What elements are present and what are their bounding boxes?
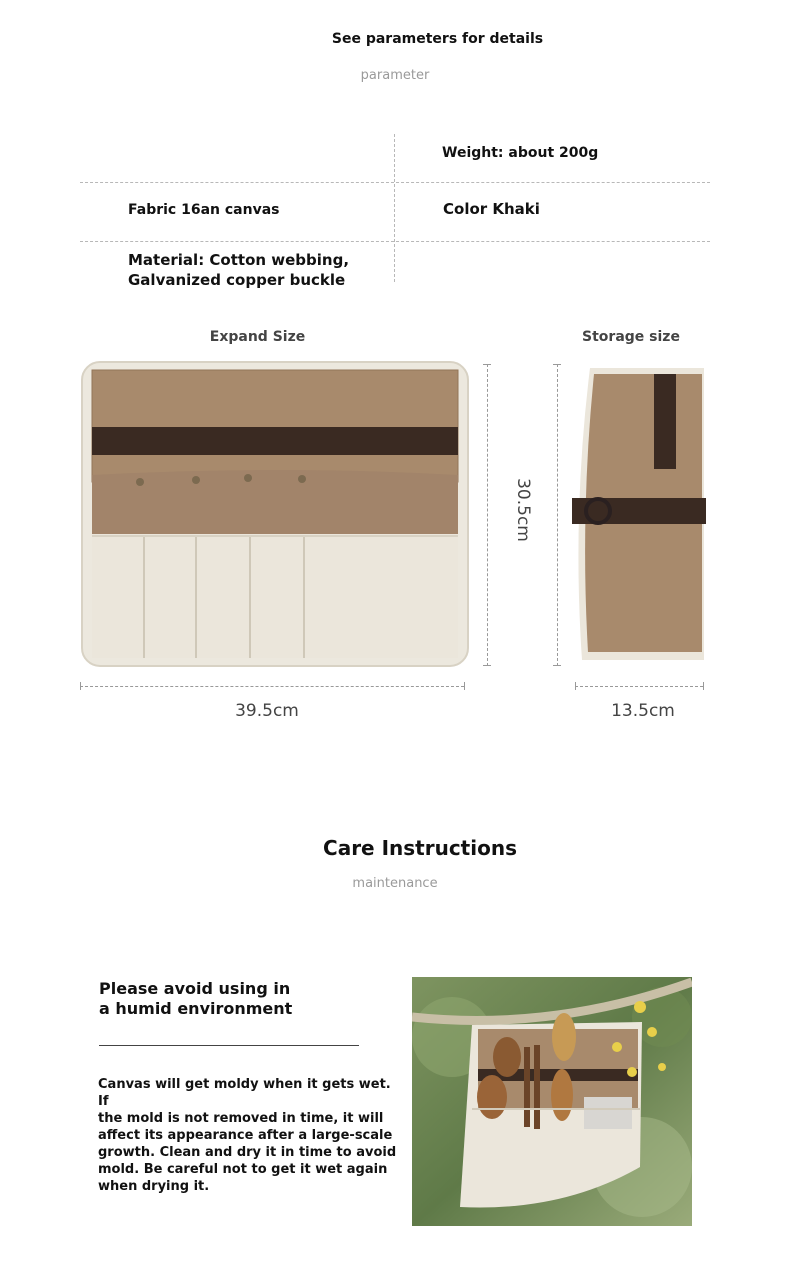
care-body-line: the mold is not removed in time, it will	[98, 1111, 384, 1126]
expanded-tool-roll-image	[80, 360, 472, 670]
storage-height-tick-top	[553, 364, 561, 365]
care-body-line: Canvas will get moldy when it gets wet. If	[98, 1077, 391, 1109]
material-spec-line1: Material: Cotton webbing,	[128, 251, 350, 269]
rolled-tool-roll-image	[570, 364, 710, 664]
care-body-text	[98, 1076, 398, 1195]
table-divider-vertical	[394, 134, 395, 282]
storage-width-tick-right	[703, 682, 704, 690]
expand-width-tick-left	[80, 682, 81, 690]
care-heading-line1: Please avoid using in	[99, 979, 291, 998]
fabric-spec: Fabric 16an canvas	[128, 202, 280, 218]
tool-roll-outdoor-photo	[412, 977, 692, 1226]
care-body-line: growth. Clean and dry it in time to avoid	[98, 1145, 397, 1160]
weight-spec: Weight: about 200g	[442, 145, 599, 161]
care-body-line: affect its appearance after a large-scale	[98, 1128, 393, 1143]
table-divider-2	[80, 241, 710, 242]
storage-width-label: 13.5cm	[611, 701, 675, 721]
height-dimension-label: 30.5cm	[513, 478, 533, 542]
storage-height-line	[557, 364, 558, 666]
care-heading-line2: a humid environment	[99, 999, 293, 1018]
height-dimension-tick-top	[483, 364, 491, 365]
material-spec-line2: Galvanized copper buckle	[128, 271, 346, 289]
expand-width-tick-right	[464, 682, 465, 690]
table-divider-1	[80, 182, 710, 183]
care-heading-divider	[99, 1045, 359, 1046]
parameters-title: See parameters for details	[331, 31, 544, 47]
expand-size-label: Expand Size	[209, 329, 306, 345]
care-subtitle: maintenance	[352, 876, 438, 891]
care-body-line: when drying it.	[98, 1179, 210, 1194]
height-dimension-tick-bottom	[483, 665, 491, 666]
height-dimension-line	[487, 364, 488, 666]
care-title: Care Instructions	[323, 836, 517, 860]
parameters-subtitle: parameter	[360, 68, 430, 83]
expand-width-dimension-line	[80, 686, 464, 687]
storage-width-tick-left	[575, 682, 576, 690]
storage-size-label: Storage size	[582, 329, 680, 345]
care-body-line: mold. Be careful not to get it wet again	[98, 1162, 388, 1177]
storage-width-dimension-line	[575, 686, 703, 687]
storage-height-tick-bottom	[553, 665, 561, 666]
expand-width-label: 39.5cm	[235, 701, 299, 721]
color-spec: Color Khaki	[443, 200, 540, 218]
